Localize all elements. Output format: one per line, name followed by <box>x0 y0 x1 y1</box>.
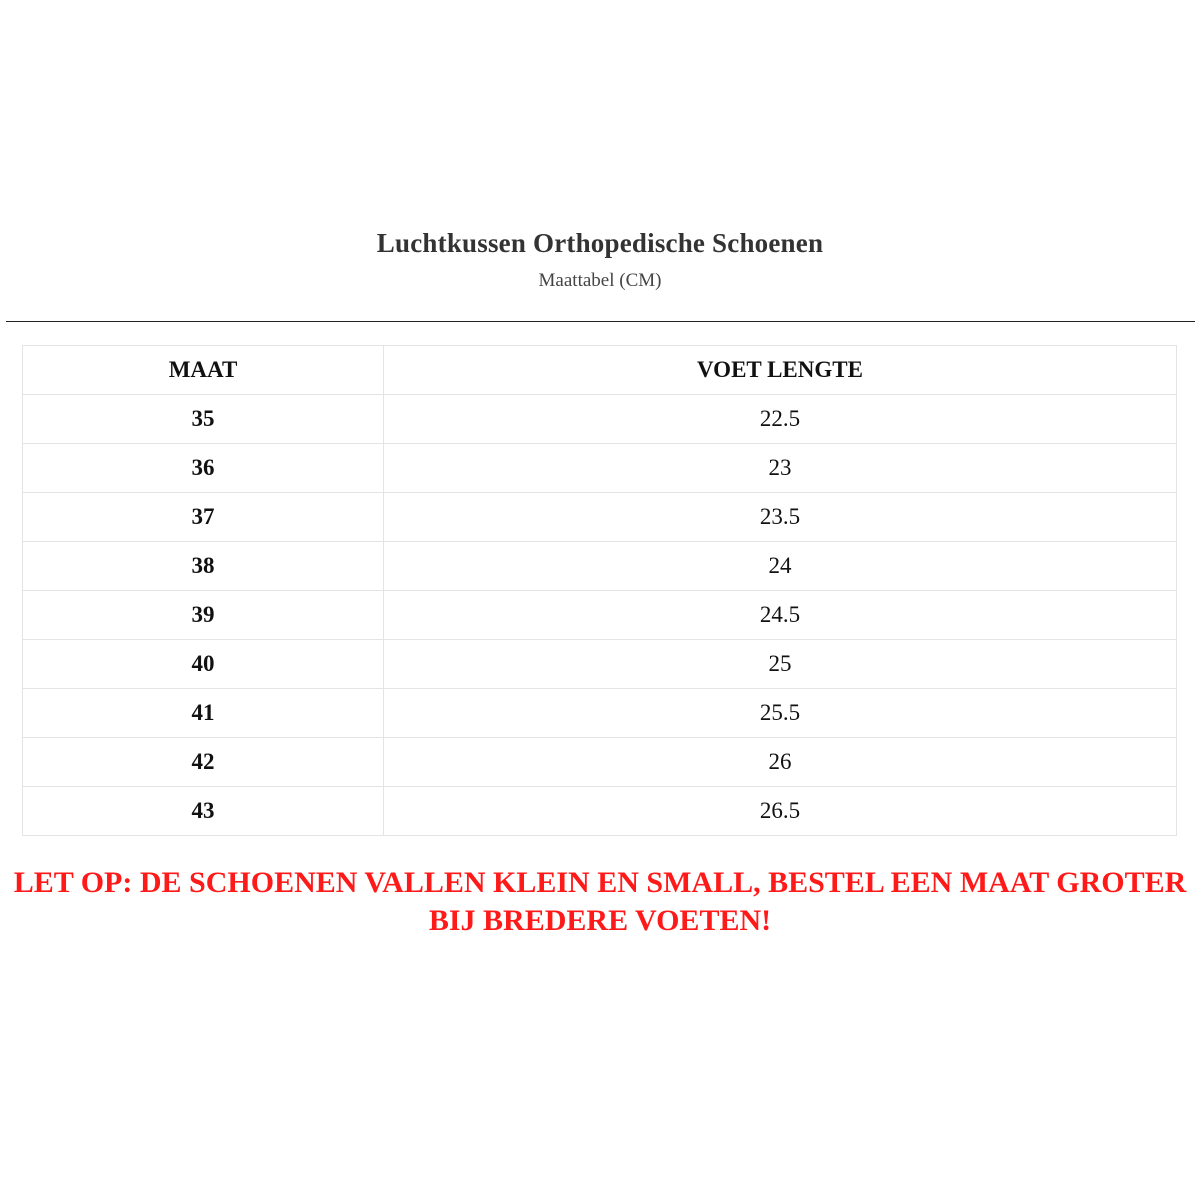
table-row <box>23 738 1177 787</box>
voet-lengte-cell: 22.5 <box>384 395 1177 444</box>
page-title: Luchtkussen Orthopedische Schoenen <box>376 228 824 258</box>
maat-cell: 38 <box>23 542 384 591</box>
page-subtitle: Maattabel (CM) <box>538 270 662 291</box>
voet-lengte-cell: 26 <box>384 738 1177 787</box>
maat-cell: 41 <box>23 689 384 738</box>
voet-lengte-cell: 24 <box>384 542 1177 591</box>
maat-cell: 37 <box>23 493 384 542</box>
voet-lengte-cell: 25 <box>384 640 1177 689</box>
voet-lengte-cell: 25.5 <box>384 689 1177 738</box>
voet-lengte-cell: 23 <box>384 444 1177 493</box>
voet-lengte-cell: 26.5 <box>384 787 1177 836</box>
divider <box>6 321 1195 322</box>
table-header-row <box>23 346 1177 395</box>
table-row <box>23 542 1177 591</box>
column-header-maat: MAAT <box>23 346 384 395</box>
size-table <box>22 345 1177 836</box>
voet-lengte-cell: 23.5 <box>384 493 1177 542</box>
table-row <box>23 787 1177 836</box>
table-row <box>23 444 1177 493</box>
maat-cell: 40 <box>23 640 384 689</box>
maat-cell: 36 <box>23 444 384 493</box>
table-row <box>23 591 1177 640</box>
maat-cell: 43 <box>23 787 384 836</box>
maat-cell: 42 <box>23 738 384 787</box>
column-header-voet-lengte: VOET LENGTE <box>384 346 1177 395</box>
table-row <box>23 689 1177 738</box>
table-row <box>23 493 1177 542</box>
table-row <box>23 640 1177 689</box>
table-row <box>23 395 1177 444</box>
voet-lengte-cell: 24.5 <box>384 591 1177 640</box>
size-warning-notice: LET OP: DE SCHOENEN VALLEN KLEIN EN SMALL, BESTEL EEN MAAT GROTER BIJ BREDERE VOETEN! <box>13 866 1187 937</box>
maat-cell: 39 <box>23 591 384 640</box>
maat-cell: 35 <box>23 395 384 444</box>
